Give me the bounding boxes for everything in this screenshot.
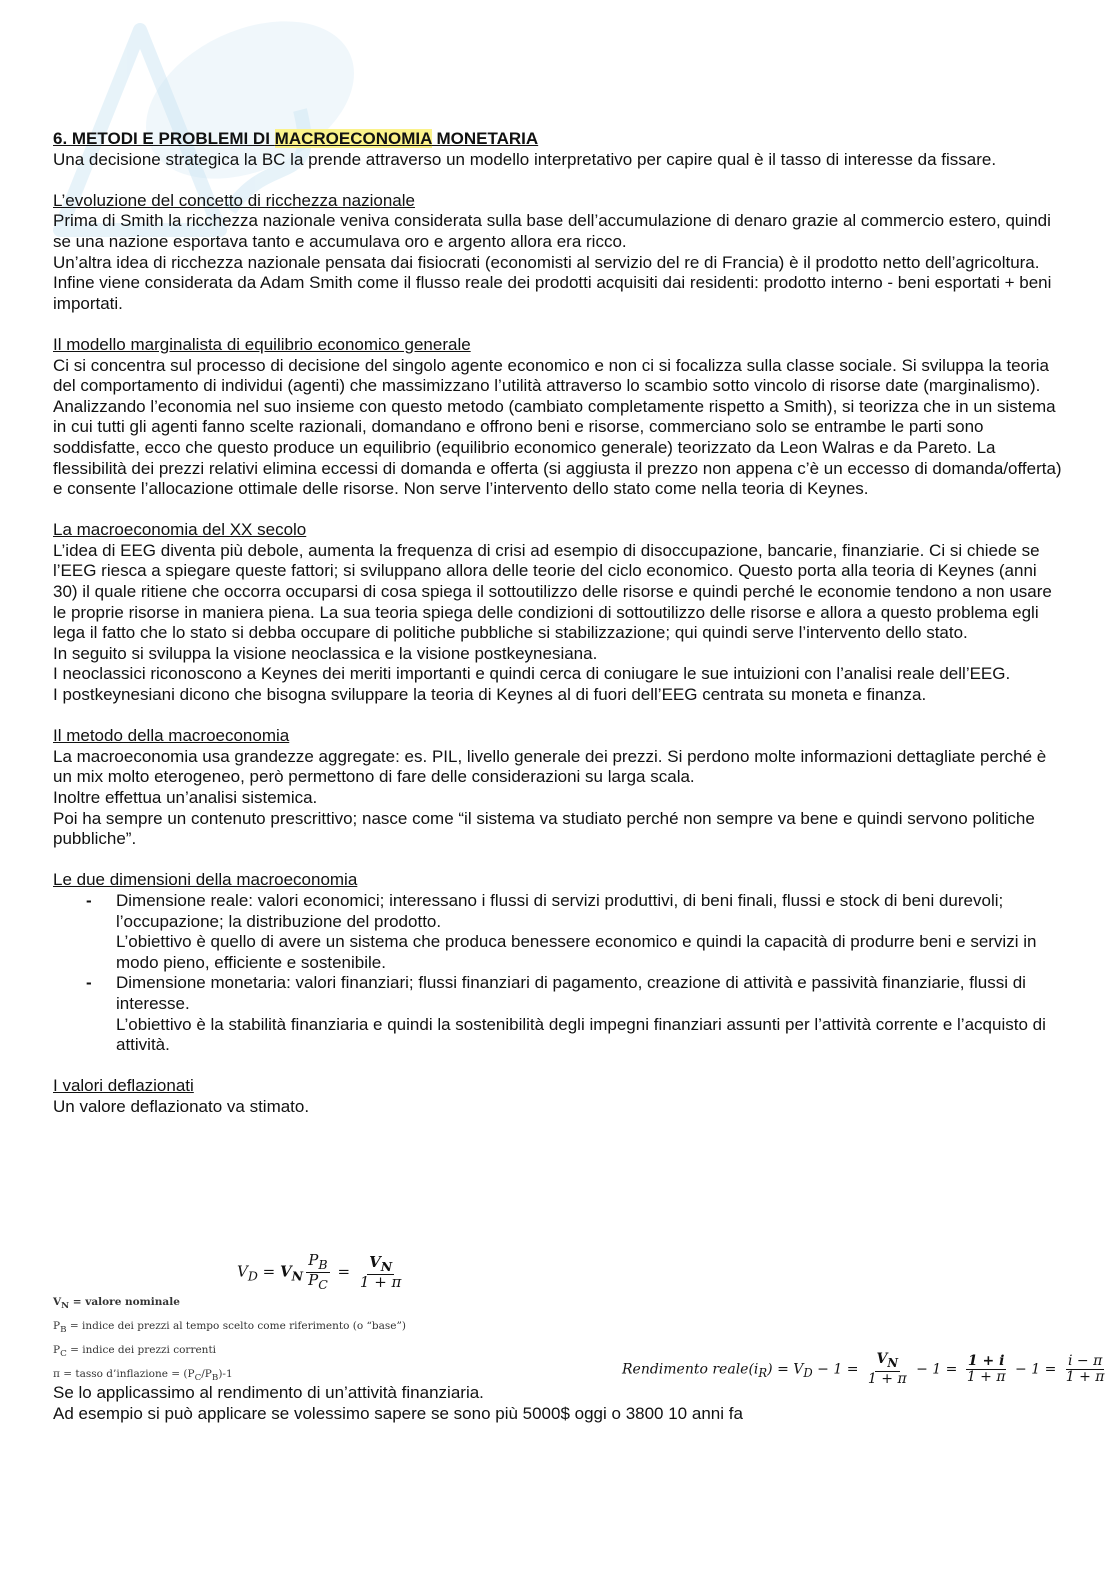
- formula-legend: [53, 1292, 406, 1388]
- title-highlight: MACROECONOMIA: [274, 129, 432, 148]
- paragraph: Inoltre effettua un’analisi sistemica.: [53, 788, 318, 807]
- section-heading: Il metodo della macroeconomia: [53, 726, 290, 746]
- list-item-text: Dimensione monetaria: valori finanziari; flussi finanziari di pagamento, creazione di attività e passività finanziarie, flussi di interesse.: [116, 973, 1026, 1013]
- intro-paragraph: Una decisione strategica la BC la prende attraverso un modello interpretativo per capire qual è il tasso di interesse da fissare.: [53, 149, 997, 169]
- paragraph: I neoclassici riconoscono a Keynes dei meriti importanti e quindi cerca di coniugare le sue intuizioni con l’analisi reale dell’EEG.: [53, 664, 1011, 684]
- legend-row: π = tasso d’inflazione = $(P_C/P_B)-1$: [53, 1368, 233, 1384]
- paragraph: Se lo applicassimo al rendimento di un’attività finanziaria.: [53, 1383, 484, 1402]
- legend-row: $V_N$ = valore nominale: [53, 1296, 180, 1312]
- bullet-dash: -: [86, 973, 92, 993]
- list-item: [53, 973, 1063, 1055]
- paragraph: Prima di Smith la ricchezza nazionale veniva considerata sulla base dell’accumulazione di denaro grazie al commercio estero, quindi se una nazione esportava tanto e accumulava oro e argento allora era ricco.: [53, 211, 1051, 251]
- section-deflazionati: [53, 1076, 1063, 1117]
- paragraph: Un valore deflazionato va stimato.: [53, 1096, 310, 1116]
- bullet-dash: -: [86, 890, 92, 910]
- deflated-value-formula: $V_D = V_N$ $\frac{P_B}{P_C}$ = $\frac{V_N}{1 + \pi}$: [237, 1251, 402, 1292]
- section-heading: I valori deflazionati: [53, 1076, 194, 1096]
- section-heading: Il modello marginalista di equilibrio economico generale: [53, 334, 471, 354]
- closing-text: [53, 1383, 1063, 1424]
- paragraph: L’idea di EEG diventa più debole, aumenta la frequenza di crisi ad esempio di disoccupazione, bancarie, finanziarie. Ci si chiede se l’EEG riesca a spiegare queste fattori; si sviluppano allora delle teorie del ciclo economico. Questo porta alla teoria di Keynes (anni 30) il quale ritiene che occorra occuparsi di cosa spiega il sottoutilizzo delle risorse e quindi perché le economie tendono a non usare le proprie risorse in maniera piena. La sua teoria spiega delle condizioni di sottoutilizzo delle risorse e allora a questo problema egli lega il fatto che lo stato si debba occupare di politiche pubbliche si stabilizzazione; qui quindi serve l’intervento dello stato.: [53, 540, 1052, 643]
- paragraph: Un’altra idea di ricchezza nazionale pensata dai fisiocrati (economisti al servizio del re di Francia) è il prodotto netto dell’agricoltura.: [53, 252, 1040, 272]
- section-dimensioni: [53, 870, 1063, 1055]
- paragraph: In seguito si sviluppa la visione neoclassica e la visione postkeynesiana.: [53, 643, 598, 663]
- paragraph: Ci si concentra sul processo di decisione del singolo agente economico e non ci si focalizza sulla classe sociale. Si sviluppa la teoria del comportamento di individui (agenti) che massimizzano l’utilità attraverso lo scambio sotto vincolo di risorse date (marginalismo).: [53, 355, 1049, 396]
- section-ricchezza: [53, 191, 1063, 315]
- section-heading: Le due dimensioni della macroeconomia: [53, 870, 358, 890]
- paragraph: Poi ha sempre un contenuto prescrittivo; nasce come “il sistema va studiato perché non sempre va bene e quindi servono politiche pubbliche”.: [53, 808, 1035, 849]
- list-item-goal: L’obiettivo è la stabilità finanziaria e quindi la sostenibilità degli impegni finanziari assunti per l’attività corrente e l’acquisto di attività.: [116, 1014, 1046, 1055]
- section-heading: L’evoluzione del concetto di ricchezza nazionale: [53, 190, 415, 210]
- list-item: [53, 891, 1063, 973]
- paragraph: I postkeynesiani dicono che bisogna sviluppare la teoria di Keynes al di fuori dell’EEG centrata su moneta e finanza.: [53, 685, 927, 705]
- legend-row: $P_B$ = indice dei prezzi al tempo scelto come riferimento (o “base”): [53, 1320, 406, 1336]
- paragraph: Analizzando l’economia nel suo insieme con questo metodo (cambiato completamente rispetto a Smith), si teorizza che in un sistema in cui tutti gli agenti fanno scelte razionali, domandano e offrono beni e risorse, commerciano solo se entrambe le parti sono soddisfatte, ecco che questo produce un equilibrio (equilibrio economico generale) teorizzato da Leon Walras e da Pareto. La flessibilità dei prezzi relativi elimina eccessi di domanda e offerta (si aggiusta il prezzo non appena c’è un eccesso di domanda/offerta) e consente l’allocazione ottimale delle risorse. Non serve l’intervento dello stato come nella teoria di Keynes.: [53, 396, 1062, 499]
- section-heading: La macroeconomia del XX secolo: [53, 520, 307, 540]
- list-item-goal: L’obiettivo è quello di avere un sistema che produca benessere economico e quindi la capacità di produrre beni e servizi in modo pieno, efficiente e sostenibile.: [116, 932, 1037, 972]
- page-title: 6. METODI E PROBLEMI DI MACROECONOMIA MONETARIA: [53, 129, 539, 148]
- list-item-text: Dimensione reale: valori economici; interessano i flussi di servizi produttivi, di beni finali, flussi e stock di beni durevoli; l’occupazione; la distribuzione del prodotto.: [116, 890, 1004, 931]
- paragraph: Infine viene considerata da Adam Smith come il flusso reale dei prodotti acquisiti dai residenti: prodotto interno - beni esportati + beni importati.: [53, 273, 1052, 313]
- real-return-formula: Rendimento $reale(i_R) = V_D - 1$ = $\frac{V_N}{1 + \pi}$ − 1 = $\frac{1 + i}{1 + \pi}$ − 1 = $\frac{i - \pi}{1 + \pi}$: [622, 1351, 1105, 1387]
- legend-row: $P_C$ = indice dei prezzi correnti: [53, 1344, 217, 1360]
- section-xx-secolo: [53, 520, 1063, 705]
- section-marginalista: [53, 335, 1063, 500]
- section-metodo: [53, 726, 1063, 850]
- paragraph: La macroeconomia usa grandezze aggregate: es. PIL, livello generale dei prezzi. Si perdono molte informazioni dettagliate perché è un mix molto eterogeneo, però permettono di fare delle considerazioni su larga scala.: [53, 746, 1047, 787]
- document-body: [53, 129, 1063, 1118]
- dimensions-list: [53, 891, 1063, 1056]
- paragraph: Ad esempio si può applicare se volessimo sapere se sono più 5000$ oggi o 3800 10 anni fa: [53, 1403, 743, 1423]
